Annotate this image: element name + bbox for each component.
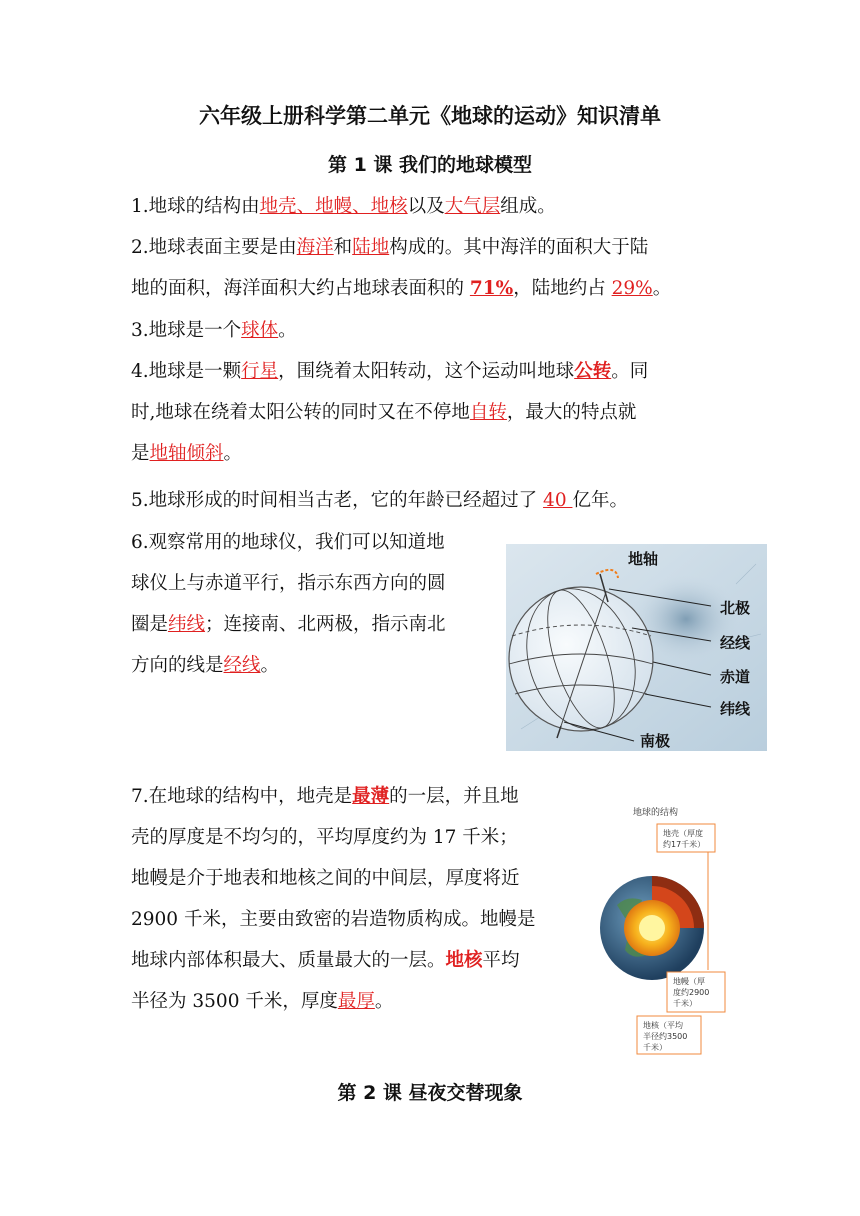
answer-land: 陆地 bbox=[352, 237, 390, 258]
globe-illustration bbox=[506, 544, 767, 751]
label-parallel: 纬线 bbox=[720, 700, 751, 718]
item-1: 1.地球的结构由地壳、地幔、地核以及大气层组成。 bbox=[131, 196, 556, 217]
answer-earth-layers: 地壳、地幔、地核 bbox=[259, 196, 408, 217]
answer-revolution: 公转 bbox=[574, 361, 612, 382]
item-4: 4.地球是一颗行星，围绕着太阳转动，这个运动叫地球公转。同 时,地球在绕着太阳公转的同时又在不停地自转，最大的特点就 是地轴倾斜。 bbox=[131, 361, 649, 464]
answer-axis-tilt: 地轴倾斜 bbox=[149, 443, 224, 464]
label-meridian: 经线 bbox=[720, 634, 751, 652]
structure-title: 地球的结构 bbox=[633, 808, 679, 818]
mantle-line-3: 千米） bbox=[673, 999, 697, 1008]
crust-line-2: 约17千米） bbox=[663, 840, 706, 849]
mantle-line-2: 度约2900 bbox=[673, 988, 710, 997]
globe-figure bbox=[506, 544, 767, 751]
item-5: 5.地球形成的时间相当古老，它的年龄已经超过了 40 亿年。 bbox=[131, 490, 628, 511]
answer-planet: 行星 bbox=[241, 361, 279, 382]
document-title: 六年级上册科学第二单元《地球的运动》知识清单 bbox=[199, 104, 661, 128]
answer-rotation: 自转 bbox=[469, 402, 507, 423]
answer-sphere: 球体 bbox=[241, 320, 279, 341]
item-2: 2.地球表面主要是由海洋和陆地构成的。其中海洋的面积大于陆 地的面积，海洋面积大约占地球表面积的 71%，陆地约占 29%。 bbox=[131, 237, 672, 299]
item-7: 7.在地球的结构中，地壳是最薄的一层，并且地 壳的厚度是不均匀的，平均厚度约为 17 千米； 地幔是介于地表和地核之间的中间层，厚度将近 2900 千米，主要由致密的岩造物质构成。地幔是 地球内部体积最大、质量最大的一层。地核平均 半径为 3500 千米，厚度最厚。 bbox=[131, 786, 536, 1012]
label-south-pole: 南极 bbox=[640, 732, 671, 750]
answer-longitude-line: 经线 bbox=[223, 655, 261, 676]
item-6: 6.观察常用的地球仪，我们可以知道地 球仪上与赤道平行，指示东西方向的圆 圈是纬线；连接南、北两极，指示南北 方向的线是经线。 bbox=[131, 532, 446, 676]
earth-structure-figure bbox=[597, 800, 737, 1056]
answer-ocean: 海洋 bbox=[296, 237, 334, 258]
core-line-2: 半径约3500 bbox=[643, 1032, 688, 1041]
answer-thinnest: 最薄 bbox=[352, 786, 390, 807]
crust-line-1: 地壳（厚度 bbox=[663, 829, 703, 838]
core-line-3: 千米） bbox=[643, 1043, 667, 1052]
answer-age: 40 bbox=[543, 490, 573, 511]
core-line-1: 地核（平均 bbox=[643, 1021, 683, 1030]
answer-ocean-percent: 71% bbox=[469, 278, 514, 299]
highlight-core: 地核 bbox=[445, 950, 483, 971]
item-3: 3.地球是一个球体。 bbox=[131, 320, 297, 341]
earth-structure-illustration bbox=[597, 800, 737, 1056]
label-north-pole: 北极 bbox=[720, 599, 751, 617]
answer-land-percent: 29% bbox=[611, 278, 653, 299]
label-equator: 赤道 bbox=[720, 668, 751, 686]
label-axis: 地轴 bbox=[628, 550, 659, 568]
answer-atmosphere: 大气层 bbox=[444, 196, 501, 217]
lesson-2-heading: 第 2 课 昼夜交替现象 bbox=[337, 1082, 523, 1104]
answer-latitude-line: 纬线 bbox=[168, 614, 206, 635]
mantle-line-1: 地幔（厚 bbox=[673, 977, 705, 986]
lesson-1-heading: 第 1 课 我们的地球模型 bbox=[327, 154, 533, 176]
answer-thickest: 最厚 bbox=[337, 991, 375, 1012]
